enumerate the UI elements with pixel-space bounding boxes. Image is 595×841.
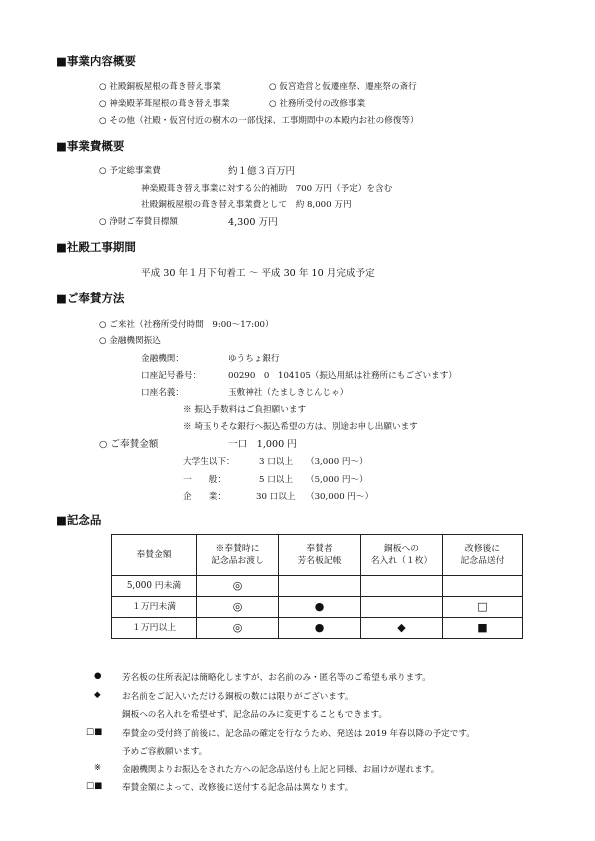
tier-units: 5 口以上: [259, 475, 293, 485]
amount-label: ○ ご奉賛金額: [99, 439, 159, 450]
note-text: お名前をご記入いただける銅板の数には限りがございます。: [122, 692, 354, 702]
section-heading-cost: ■事業費概要: [56, 139, 125, 153]
note-text: 予めご容赦願います。: [122, 747, 208, 757]
tier-yen: （5,000 円〜）: [306, 475, 368, 485]
bank-note: ※ 埼玉りそな銀行へ振込希望の方は、別途お申し出願います: [183, 422, 418, 432]
note-text: 奉賛金の受付終了前後に、記念品の確定を行なうため、発送は 2019 年春以降の予定です。: [122, 729, 475, 739]
table-cell: [361, 597, 443, 618]
table-cell: ◎: [197, 618, 279, 639]
note-text: 金融機関よりお振込をされた方への記念品送付も上記と同様、お届けが遅れます。: [122, 765, 440, 775]
note-mark: ●: [94, 671, 102, 681]
bank-note: ※ 振込手数料はご負担願います: [183, 405, 307, 415]
note-mark: ※: [94, 763, 102, 773]
bank-name-label: 金融機関：: [141, 354, 184, 364]
note-mark: ◆: [94, 690, 101, 700]
tier-yen: （3,000 円〜）: [306, 457, 368, 467]
overview-item: ○ その他（社殿・仮宮付近の樹木の一部伐採、工事期間中の本殿内お社の修復等）: [99, 116, 419, 126]
note-text: 銅板への名入れを希望せず、記念品のみに変更することもできます。: [122, 710, 388, 720]
cost-subnote: 社殿銅板屋根の葺き替え事業費として 約 8,000 万円: [141, 200, 352, 210]
cost-target-label: ○ 浄財ご奉賛目標額: [99, 217, 178, 227]
table-header: 奉賛者 芳名板記帳: [279, 535, 361, 576]
overview-item: ○ 社務所受付の改修事業: [269, 99, 366, 109]
table-cell: □: [443, 597, 523, 618]
tier-who: 大学生以下：: [183, 457, 235, 467]
table-cell: 5,000 円未満: [112, 576, 197, 597]
tier-yen: （30,000 円〜）: [306, 492, 374, 502]
table-row: [112, 576, 523, 597]
table-row: [112, 618, 523, 639]
table-cell: ◆: [361, 618, 443, 639]
tier-who: 一 般：: [183, 475, 226, 485]
cost-total-value: 約１億３百万円: [228, 166, 296, 177]
amount-unit: 一口 1,000 円: [228, 439, 297, 450]
note-mark: □■: [86, 781, 103, 791]
cost-subnote: 神楽殿葺き替え事業に対する公的補助 700 万円（予定）を含む: [141, 184, 393, 194]
section-heading-gifts: ■記念品: [56, 513, 102, 527]
method-visit: ○ ご来社（社務所受付時間 9:00〜17:00）: [99, 320, 274, 330]
overview-item: ○ 神楽殿茅葺屋根の葺き替え事業: [99, 99, 230, 109]
table-header: 奉賛金額: [112, 535, 197, 576]
cost-target-value: 4,300 万円: [228, 217, 278, 228]
table-header-row: [112, 535, 523, 576]
table-header: 改修後に 記念品送付: [443, 535, 523, 576]
bank-name: ゆうちょ銀行: [228, 354, 280, 364]
period-text: 平成 30 年１月下旬着工 〜 平成 30 年 10 月完成予定: [141, 268, 375, 279]
table-cell: ◎: [197, 597, 279, 618]
note-text: 奉賛金額によって、改修後に送付する記念品は異なります。: [122, 783, 354, 793]
table-cell: [443, 576, 523, 597]
table-cell: ●: [279, 618, 361, 639]
table-cell: １万円未満: [112, 597, 197, 618]
table-header: 銅板への 名入れ（１枚）: [361, 535, 443, 576]
tier-units: 3 口以上: [259, 457, 293, 467]
table-cell: ◎: [197, 576, 279, 597]
section-heading-method: ■ご奉賛方法: [56, 291, 125, 305]
overview-item: ○ 社殿銅板屋根の葺き替え事業: [99, 82, 221, 92]
cost-total-label: ○ 予定総事業費: [99, 166, 161, 176]
account-no-label: 口座記号番号：: [141, 371, 202, 381]
method-bank: ○ 金融機関振込: [99, 336, 161, 346]
table-cell: [361, 576, 443, 597]
note-mark: □■: [86, 727, 103, 737]
table-cell: ●: [279, 597, 361, 618]
account-holder-label: 口座名義：: [141, 388, 184, 398]
overview-item: ○ 仮宮造営と仮遷座祭、遷座祭の斎行: [269, 82, 417, 92]
gift-table: [111, 534, 523, 639]
table-row: [112, 597, 523, 618]
table-cell: ■: [443, 618, 523, 639]
note-text: 芳名板の住所表記は簡略化しますが、お名前のみ・匿名等のご希望も承ります。: [122, 673, 431, 683]
table-cell: [279, 576, 361, 597]
section-heading-overview: ■事業内容概要: [56, 54, 136, 68]
section-heading-period: ■社殿工事期間: [56, 240, 136, 254]
account-holder: 玉敷神社（たましきじんじゃ）: [228, 388, 349, 398]
tier-units: 30 口以上: [256, 492, 296, 502]
account-no: 00290 0 104105（振込用紙は社務所にもございます）: [228, 371, 457, 381]
table-cell: １万円以上: [112, 618, 197, 639]
table-header: ※奉賛時に 記念品お渡し: [197, 535, 279, 576]
tier-who: 企 業：: [183, 492, 226, 502]
